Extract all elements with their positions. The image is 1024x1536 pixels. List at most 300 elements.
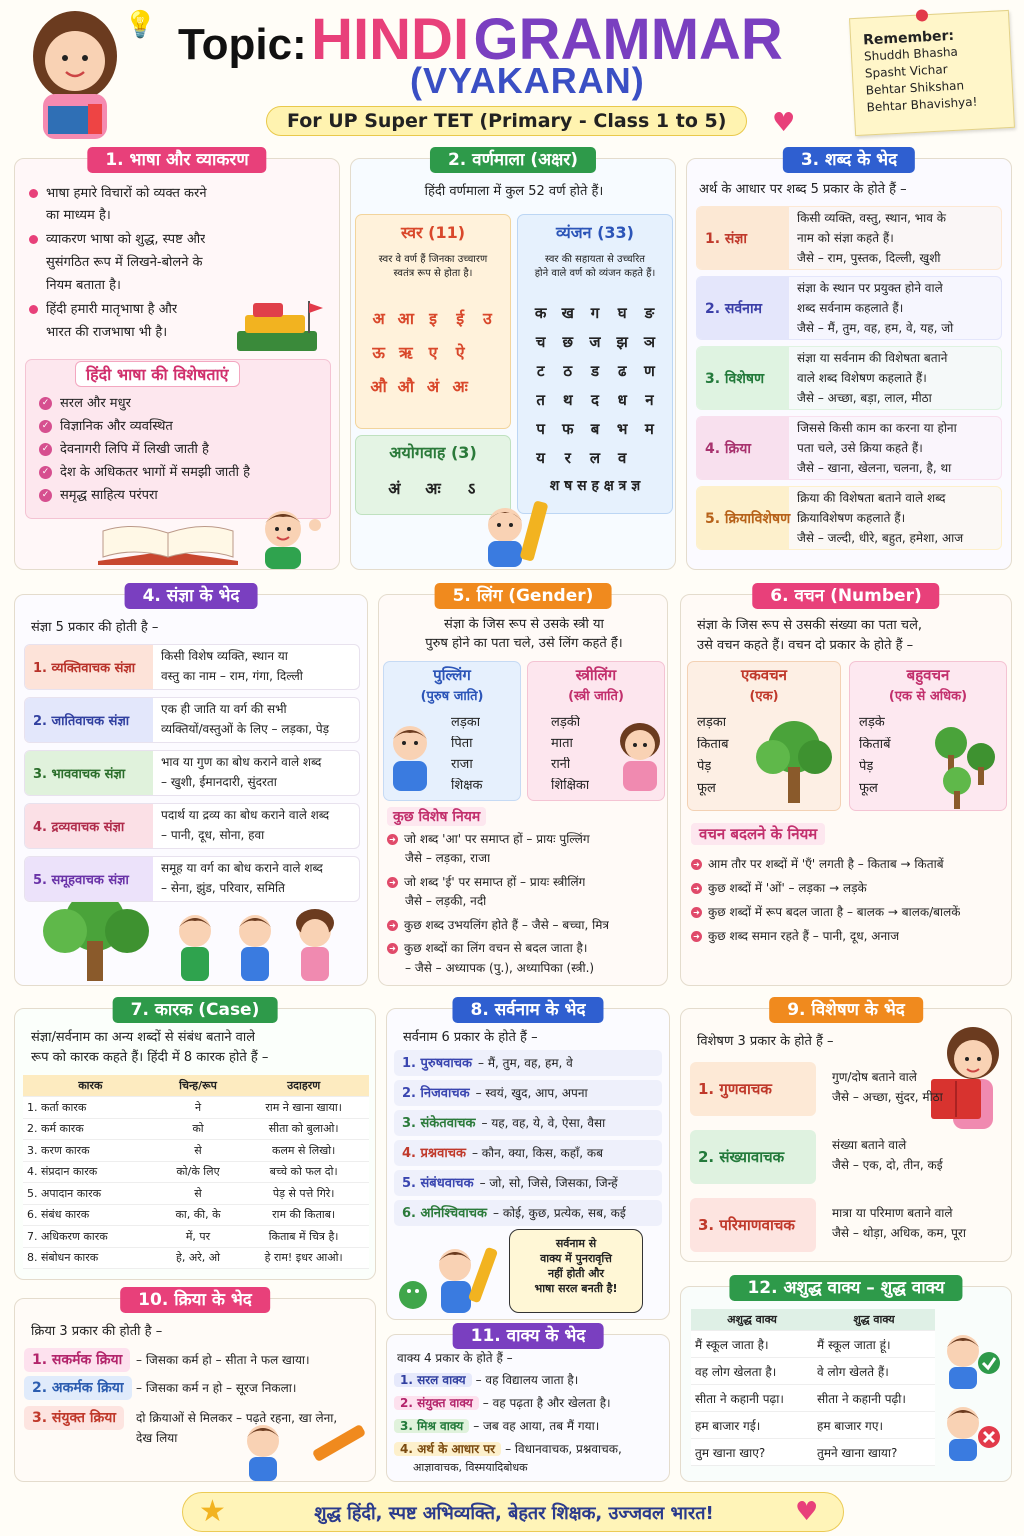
vyanjan-letter: ख <box>561 304 574 322</box>
shabd-row <box>696 276 1002 340</box>
table-row <box>23 1226 369 1248</box>
swar-letter: आ <box>397 309 414 328</box>
kriya-desc: – जिसका कर्म हो – सीता ने फल खाया। <box>136 1353 310 1367</box>
sangya-row <box>24 803 360 849</box>
bullet-dot-icon <box>29 189 38 198</box>
bullet-dot-icon <box>29 235 38 244</box>
table-header: चिन्ह/रूप <box>158 1075 239 1097</box>
kriya-name: 1. सकर्मक क्रिया <box>24 1348 130 1372</box>
striling-word: माता <box>551 736 573 751</box>
table-cell: 5. अपादान कारक <box>23 1183 158 1205</box>
visheshan-desc: संख्या बताने वाले <box>832 1138 907 1152</box>
shabd-row <box>696 416 1002 480</box>
ekvachan-word: फूल <box>697 781 716 796</box>
table-cell: सीता ने कहानी पढ़ा। <box>691 1385 813 1412</box>
girl-face-icon <box>615 721 665 795</box>
vachan-rule: ➜ कुछ शब्दों में 'ओं' – लड़का → लड़के <box>691 881 867 896</box>
visheshan-desc: जैसे – एक, दो, तीन, कई <box>832 1158 943 1172</box>
section-title: 1. भाषा और व्याकरण <box>87 147 266 173</box>
sarvanam-desc: – जो, सो, जिसे, जिसका, जिन्हें <box>479 1176 618 1190</box>
vachan-rule: ➜ कुछ शब्दों में रूप बदल जाता है – बालक → बालक/बालकें <box>691 905 960 920</box>
striling-word: लड़की <box>551 715 581 730</box>
section-title: 7. कारक (Case) <box>113 997 278 1023</box>
bullet-text: का माध्यम है। <box>46 208 111 223</box>
table-cell: हे राम! इधर आओ। <box>238 1247 369 1269</box>
arrow-bullet-icon: ➜ <box>691 907 702 918</box>
pulling-word: पिता <box>451 736 473 751</box>
vyanjan-letter: ण <box>643 362 655 380</box>
table-cell: में, पर <box>158 1226 239 1248</box>
shabd-row <box>696 346 1002 410</box>
shabd-desc: संज्ञा के स्थान पर प्रयुक्त होने वाले <box>797 281 943 295</box>
bubble-line: सर्वनाम से <box>555 1237 597 1250</box>
striling-word: रानी <box>551 757 571 772</box>
vyanjan-letter: झ <box>616 333 628 351</box>
section-bhasha-vyakaran <box>14 150 340 570</box>
sarvanam-desc: – यह, वह, ये, वे, ऐसा, वैसा <box>481 1116 606 1130</box>
vyanjan-last-row: श ष स ह क्ष त्र ज्ञ <box>549 478 641 494</box>
section-title: 4. संज्ञा के भेद <box>125 583 258 609</box>
ling-intro: पुरुष होने का पता चले, उसे लिंग कहते हैं। <box>425 636 623 651</box>
page-subtitle: (VYAKARAN) <box>410 60 645 101</box>
pulling-word: लड़का <box>451 715 481 730</box>
heart-icon: ♥ <box>795 1497 819 1527</box>
ling-rule: – जैसे – अध्यापक (पु.), अध्यापिका (स्त्री.) <box>405 961 595 975</box>
table-row <box>23 1140 369 1162</box>
exam-banner: For UP Super TET (Primary - Class 1 to 5) <box>266 106 747 136</box>
sangya-desc: पदार्थ या द्रव्य का बोध कराने वाले शब्द <box>161 808 330 822</box>
vakya-row <box>394 1393 664 1414</box>
sangya-desc: – पानी, दूध, सोना, हवा <box>161 828 265 842</box>
swar-letter: औ <box>370 377 387 396</box>
sarvanam-name: 5. संबंधवाचक <box>402 1176 474 1191</box>
table-cell: को <box>158 1118 239 1140</box>
shabd-desc: संज्ञा या सर्वनाम की विशेषता बताने <box>797 351 948 365</box>
arrow-bullet-icon: ➜ <box>691 883 702 894</box>
table-row <box>23 1183 369 1205</box>
swar-letter: उ <box>483 309 492 328</box>
table-row <box>23 1247 369 1269</box>
note-line: Shuddh Bhasha <box>863 44 959 64</box>
table-cell: 4. संप्रदान कारक <box>23 1161 158 1183</box>
table-cell: 6. संबंध कारक <box>23 1204 158 1226</box>
table-cell: हम बाजार गए। <box>813 1412 935 1439</box>
sangya-row <box>24 644 360 690</box>
table-cell: को/के लिए <box>158 1161 239 1183</box>
bahuvachan-word: फूल <box>859 781 878 796</box>
boy-pencil-illustration <box>395 1237 505 1321</box>
vakya-row <box>394 1416 664 1437</box>
check-badge-icon <box>935 1327 1005 1393</box>
vyanjan-letter: प <box>536 420 545 438</box>
vachan-rules-title: वचन बदलने के नियम <box>691 823 825 845</box>
sarvanam-row <box>394 1080 662 1106</box>
bullet-text: भाषा हमारे विचारों को व्यक्त करने <box>29 185 207 203</box>
tree-and-kids-illustration <box>35 891 365 989</box>
feature-item: ✓ समृद्ध साहित्य परंपरा <box>39 487 158 505</box>
section-title: 2. वर्णमाला (अक्षर) <box>430 147 596 173</box>
sarvanam-desc: – स्वयं, खुद, आप, अपना <box>475 1086 588 1100</box>
table-row <box>23 1161 369 1183</box>
vachan-rule: ➜ कुछ शब्द समान रहते हैं – पानी, दूध, अनाज <box>691 929 899 944</box>
ekvachan-subtitle: (एक) <box>749 689 779 704</box>
ayogvah-letter: ऽ <box>467 479 476 498</box>
swar-letter <box>474 375 501 397</box>
visheshan-intro: विशेषण 3 प्रकार के होते हैं – <box>697 1034 834 1049</box>
star-icon: ★ <box>199 1494 226 1529</box>
lightbulb-icon: 💡 <box>124 10 157 40</box>
section-title: 3. शब्द के भेद <box>783 147 915 173</box>
features-title: हिंदी भाषा की विशेषताएं <box>75 361 240 387</box>
check-icon: ✓ <box>39 397 52 410</box>
vyanjan-letter: ञ <box>643 333 655 351</box>
sarvanam-desc: – कोई, कुछ, प्रत्येक, सब, कई <box>493 1206 626 1220</box>
arrow-bullet-icon: ➜ <box>387 834 398 845</box>
table-cell: हम बाजार गई। <box>691 1412 813 1439</box>
heart-icon: ♥ <box>772 108 796 138</box>
bullet-text: सुसंगठित रूप में लिखने-बोलने के <box>46 255 203 270</box>
boy-face-icon <box>385 721 435 795</box>
shabd-row <box>696 486 1002 550</box>
visheshan-desc: मात्रा या परिमाण बताने वाले <box>832 1206 953 1220</box>
sangya-name: 1. व्यक्तिवाचक संज्ञा <box>25 645 153 689</box>
boy-waving-illustration <box>247 507 327 573</box>
vyanjan-letter: व <box>618 449 627 467</box>
visheshan-desc: जैसे – थोड़ा, अधिक, कम, पूरा <box>832 1226 966 1240</box>
table-cell: हे, अरे, ओ <box>158 1247 239 1269</box>
shabd-desc: किसी व्यक्ति, वस्तु, स्थान, भाव के <box>797 211 946 225</box>
tree-icon <box>755 717 833 811</box>
check-icon: ✓ <box>39 489 52 502</box>
table-cell: किताब में चित्र है। <box>238 1226 369 1248</box>
bahuvachan-word: लड़के <box>859 715 885 730</box>
correction-table <box>691 1309 935 1466</box>
vyanjan-desc: होने वाले वर्ण को व्यंजन कहते हैं। <box>534 268 656 279</box>
vyanjan-letter: न <box>645 391 654 409</box>
table-row <box>23 1118 369 1140</box>
vakya-row <box>394 1370 664 1391</box>
bullet-dot-icon <box>29 305 38 314</box>
sarvanam-desc: – कौन, क्या, किस, कहाँ, कब <box>471 1146 603 1160</box>
vakya-desc: – जब वह आया, तब मैं गया। <box>473 1419 600 1433</box>
swar-letter: अ <box>372 309 385 328</box>
shabd-desc: जैसे – मैं, तुम, वह, हम, वे, यह, जो <box>797 321 954 335</box>
table-cell: 2. कर्म कारक <box>23 1118 158 1140</box>
bahuvachan-title: बहुवचन <box>906 666 950 684</box>
swar-letter: अः <box>452 377 468 396</box>
sangya-name: 2. जातिवाचक संज्ञा <box>25 698 153 742</box>
shabd-desc: जैसे – खाना, खेलना, चलना, है, था <box>797 461 952 475</box>
ekvachan-title: एकवचन <box>740 666 787 684</box>
cross-badge-icon <box>935 1399 1005 1467</box>
vyanjan-letter: ग <box>590 304 600 322</box>
bullet-text: हिंदी हमारी मातृभाषा है और <box>29 301 177 319</box>
table-row <box>23 1204 369 1226</box>
sarvanam-row <box>394 1170 662 1196</box>
books-icon <box>227 301 327 359</box>
vakya-name: 2. संयुक्त वाक्य <box>394 1396 479 1410</box>
pulling-word: राजा <box>451 757 473 772</box>
ekvachan-word: लड़का <box>697 715 727 730</box>
karak-intro: रूप को कारक कहते हैं। हिंदी में 8 कारक होते हैं – <box>31 1050 269 1065</box>
shabd-desc: क्रियाविशेषण कहलाते हैं। <box>797 511 906 525</box>
vyanjan-desc: स्वर की सहायता से उच्चरित <box>544 254 645 265</box>
swar-letter: ऋ <box>398 343 413 362</box>
kriya-desc: देख लिया <box>136 1431 178 1445</box>
swar-letter <box>474 341 501 363</box>
table-cell: से <box>158 1140 239 1162</box>
swar-letter: ऐ <box>455 343 465 362</box>
section-ashuddh-shuddh <box>680 1278 1012 1482</box>
shabd-desc: क्रिया की विशेषता बताने वाले शब्द <box>797 491 946 505</box>
swar-desc: स्वतंत्र रूप से होता है। <box>393 268 473 279</box>
vyanjan-letter: फ <box>562 420 574 438</box>
sangya-name: 5. समूहवाचक संज्ञा <box>25 857 153 901</box>
footer-banner <box>182 1492 844 1532</box>
girl-illustration <box>18 6 133 141</box>
vyanjan-title: व्यंजन (33) <box>556 223 634 242</box>
ayogvah-letter: अः <box>425 479 441 498</box>
kriya-name: 3. संयुक्त क्रिया <box>24 1406 124 1430</box>
section-vachan <box>680 586 1012 986</box>
varnamala-intro: हिंदी वर्णमाला में कुल 52 वर्ण होते हैं। <box>424 184 604 199</box>
table-header: कारक <box>23 1075 158 1097</box>
striling-subtitle: (स्त्री जाति) <box>568 689 624 704</box>
check-icon: ✓ <box>39 420 52 433</box>
visheshan-desc: गुण/दोष बताने वाले <box>832 1070 917 1084</box>
check-icon: ✓ <box>39 466 52 479</box>
table-cell: ने <box>158 1097 239 1119</box>
bullet-text: भारत की राजभाषा भी है। <box>46 325 168 340</box>
table-header: शुद्ध वाक्य <box>813 1309 935 1331</box>
sangya-name: 3. भाववाचक संज्ञा <box>25 751 153 795</box>
visheshan-name: 3. परिमाणवाचक <box>690 1198 816 1252</box>
kriya-name: 2. अकर्मक क्रिया <box>24 1376 132 1400</box>
vachan-rule: ➜ आम तौर पर शब्दों में 'एँ' लगती है – किताब → किताबें <box>691 857 944 872</box>
vakya-name: 4. अर्थ के आधार पर <box>394 1442 501 1456</box>
shabd-desc: जिससे किसी काम का करना या होना <box>797 421 957 435</box>
pulling-word: शिक्षक <box>451 778 483 793</box>
shabd-name: 1. संज्ञा <box>697 207 789 269</box>
section-title: 9. विशेषण के भेद <box>769 997 923 1023</box>
sangya-row <box>24 856 360 902</box>
bubble-line: भाषा सरल बनती है! <box>534 1282 618 1295</box>
sangya-desc: एक ही जाति या वर्ग की सभी <box>161 702 287 716</box>
swar-letter: ई <box>456 309 465 328</box>
pulling-title: पुल्लिंग <box>433 666 471 684</box>
table-row <box>691 1358 935 1385</box>
vyanjan-letter: ङ <box>644 304 655 322</box>
swar-letter: अं <box>426 377 440 396</box>
sangya-desc: वस्तु का नाम – राम, गंगा, दिल्ली <box>161 669 303 683</box>
sarvanam-name: 2. निजवाचक <box>402 1086 470 1101</box>
bahuvachan-word: पेड़ <box>859 759 874 774</box>
visheshan-name: 1. गुणवाचक <box>690 1062 816 1116</box>
sarvanam-name: 3. संकेतवाचक <box>402 1116 476 1131</box>
ekvachan-word: किताब <box>697 737 729 752</box>
shabd-desc: शब्द सर्वनाम कहलाते हैं। <box>797 301 904 315</box>
sangya-desc: – सेना, झुंड, परिवार, समिति <box>161 881 285 895</box>
note-line: Spasht Vichar <box>864 62 948 81</box>
visheshan-name: 2. संख्यावाचक <box>690 1130 816 1184</box>
shabd-row <box>696 206 1002 270</box>
sarvanam-name: 1. पुरुषवाचक <box>402 1056 473 1071</box>
pin-icon <box>916 9 929 22</box>
shabd-name: 3. विशेषण <box>697 347 789 409</box>
note-line: Behtar Shikshan <box>865 78 965 98</box>
vyanjan-letter: य <box>536 449 545 467</box>
table-cell: वह लोग खेलता है। <box>691 1358 813 1385</box>
section-title: 6. वचन (Number) <box>752 583 939 609</box>
table-row <box>691 1439 935 1466</box>
footer-text: शुद्ध हिंदी, स्पष्ट अभिव्यक्ति, बेहतर शिक्षक, उज्जवल भारत! <box>314 1503 714 1524</box>
kriya-desc: दो क्रियाओं से मिलकर – पढ़ते रहना, खा लेना, <box>136 1411 338 1425</box>
swar-title: स्वर (11) <box>400 223 466 242</box>
shabd-desc: जैसे – अच्छा, बड़ा, लाल, मीठा <box>797 391 932 405</box>
vyanjan-letter: ड <box>590 362 599 380</box>
ayogvah-grid <box>375 477 491 499</box>
swar-letter: इ <box>429 309 437 328</box>
vyanjan-letter: छ <box>562 333 574 351</box>
table-cell: तुमने खाना खाया? <box>813 1439 935 1466</box>
vyanjan-letter: त <box>536 391 545 409</box>
table-cell: 3. करण कारक <box>23 1140 158 1162</box>
vakya-desc: – वह पढ़ता है और खेलता है। <box>482 1396 611 1410</box>
table-cell: कलम से लिखो। <box>238 1140 369 1162</box>
bubble-line: नहीं होती और <box>547 1267 604 1280</box>
table-cell: तुम खाना खाए? <box>691 1439 813 1466</box>
section-varnamala <box>350 150 676 570</box>
sangya-intro: संज्ञा 5 प्रकार की होती है – <box>31 620 159 635</box>
sangya-desc: समूह या वर्ग का बोध कराने वाले शब्द <box>161 861 323 875</box>
vyanjan-letter: म <box>644 420 654 438</box>
shabd-desc: नाम को संज्ञा कहते हैं। <box>797 231 894 245</box>
vyanjan-grid <box>527 303 663 468</box>
striling-title: स्त्रीलिंग <box>575 666 617 684</box>
vyanjan-letter: द <box>591 391 599 409</box>
ling-rule: ➜ जो शब्द 'आ' पर समाप्त हों – प्रायः पुल्लिंग <box>387 832 590 847</box>
swar-letter: औ <box>397 377 414 396</box>
table-row <box>691 1331 935 1358</box>
topic-label: Topic: <box>178 20 307 69</box>
sarvanam-row <box>394 1050 662 1076</box>
table-cell: बच्चे को फल दो। <box>238 1161 369 1183</box>
bubble-line: वाक्य में पुनरावृत्ति <box>540 1252 612 1265</box>
bullet-text: व्याकरण भाषा को शुद्ध, स्पष्ट और <box>29 231 205 249</box>
feature-item: ✓ देवनागरी लिपि में लिखी जाती है <box>39 441 209 459</box>
vachan-intro: संज्ञा के जिस रूप से उसकी संख्या का पता चले, <box>697 618 923 633</box>
shabd-name: 2. सर्वनाम <box>697 277 789 339</box>
vyanjan-letter: ज <box>589 333 601 351</box>
vakya-desc: – विधानवाचक, प्रश्नवाचक, <box>505 1442 622 1456</box>
ling-rule: ➜ कुछ शब्द उभयलिंग होते हैं – जैसे – बच्चा, मित्र <box>387 918 609 933</box>
table-row <box>691 1385 935 1412</box>
title-hindi: HINDI <box>311 7 470 72</box>
title-grammar: GRAMMAR <box>473 7 783 72</box>
vyanjan-letter: ढ <box>617 362 627 380</box>
table-cell: का, की, के <box>158 1204 239 1226</box>
table-cell: सीता को बुलाओ। <box>238 1118 369 1140</box>
vyanjan-letter: घ <box>617 304 627 322</box>
sangya-name: 4. द्रव्यवाचक संज्ञा <box>25 804 153 848</box>
bahuvachan-word: किताबें <box>859 737 891 752</box>
section-title: 12. अशुद्ध वाक्य – शुद्ध वाक्य <box>729 1275 962 1301</box>
boy-pencil-illustration <box>473 499 563 573</box>
vyanjan-letter: ठ <box>563 362 573 380</box>
vyanjan-letter <box>636 448 663 468</box>
vyanjan-letter: क <box>534 304 547 322</box>
arrow-bullet-icon: ➜ <box>691 931 702 942</box>
swar-letter: ऊ <box>372 343 385 362</box>
section-title: 5. लिंग (Gender) <box>435 583 612 609</box>
shabd-intro: अर्थ के आधार पर शब्द 5 प्रकार के होते हैं – <box>699 182 907 197</box>
sarvanam-row <box>394 1110 662 1136</box>
vakya-name: 3. मिश्र वाक्य <box>394 1419 469 1433</box>
swar-desc: स्वर वे वर्ण हैं जिनका उच्चारण <box>378 254 488 265</box>
ling-intro: संज्ञा के जिस रूप से उसके स्त्री या <box>444 617 604 632</box>
sticky-note <box>849 10 1015 136</box>
visheshan-desc: जैसे – अच्छा, सुंदर, मीठा <box>832 1090 943 1104</box>
table-cell: पेड़ से पत्ते गिरे। <box>238 1183 369 1205</box>
ling-rule: जैसे – लड़की, नदी <box>405 894 487 908</box>
kriya-intro: क्रिया 3 प्रकार की होती है – <box>31 1324 163 1339</box>
note-line: Behtar Bhavishya! <box>866 94 978 115</box>
table-cell: सीता ने कहानी पढ़ी। <box>813 1385 935 1412</box>
karak-table <box>23 1075 369 1269</box>
pulling-subtitle: (पुरुष जाति) <box>420 689 484 704</box>
arrow-bullet-icon: ➜ <box>387 877 398 888</box>
swar-grid <box>365 307 501 397</box>
table-row <box>23 1097 369 1119</box>
trees-icon <box>929 721 1001 815</box>
table-cell: राम की किताब। <box>238 1204 369 1226</box>
sarvanam-desc: – मैं, तुम, वह, हम, वे <box>478 1056 573 1070</box>
ling-rule: जैसे – लड़का, राजा <box>405 851 491 865</box>
sangya-desc: – खुशी, ईमानदारी, सुंदरता <box>161 775 277 789</box>
vakya-row <box>394 1439 664 1460</box>
sangya-desc: भाव या गुण का बोध कराने वाले शब्द <box>161 755 322 769</box>
sangya-row <box>24 750 360 796</box>
sarvanam-intro: सर्वनाम 6 प्रकार के होते हैं – <box>403 1030 538 1045</box>
vachan-intro: उसे वचन कहते हैं। वचन दो प्रकार के होते हैं – <box>697 638 914 653</box>
karak-intro: संज्ञा/सर्वनाम का अन्य शब्दों से संबंध बताने वाले <box>31 1030 256 1045</box>
ling-rule: ➜ कुछ शब्दों का लिंग वचन से बदल जाता है। <box>387 941 587 956</box>
kriya-desc: – जिसका कर्म न हो – सूरज निकला। <box>136 1381 297 1395</box>
vyanjan-letter: भ <box>616 420 628 438</box>
bullet-text: नियम बताता है। <box>46 278 121 293</box>
ayogvah-letter: अं <box>388 479 401 498</box>
vakya-intro: वाक्य 4 प्रकार के होते हैं – <box>397 1351 513 1365</box>
table-cell: वे लोग खेलते हैं। <box>813 1358 935 1385</box>
ayogvah-title: अयोगवाह (3) <box>389 443 477 462</box>
shabd-name: 5. क्रियाविशेषण <box>697 487 789 549</box>
table-cell: से <box>158 1183 239 1205</box>
vakya-name: 1. सरल वाक्य <box>394 1373 472 1387</box>
shabd-desc: वाले शब्द विशेषण कहलाते हैं। <box>797 371 927 385</box>
vakya-desc: – वह विद्यालय जाता है। <box>475 1373 579 1387</box>
section-karak <box>14 1000 376 1280</box>
sarvanam-row <box>394 1140 662 1166</box>
sarvanam-name: 6. अनिश्चिवाचक <box>402 1206 488 1221</box>
feature-item: ✓ सरल और मधुर <box>39 395 131 413</box>
sangya-desc: किसी विशेष व्यक्ति, स्थान या <box>161 649 288 663</box>
sarvanam-row <box>394 1200 662 1226</box>
ekvachan-word: पेड़ <box>697 759 712 774</box>
section-title: 11. वाक्य के भेद <box>453 1323 604 1349</box>
table-header: उदाहरण <box>238 1075 369 1097</box>
open-book-icon <box>93 521 243 571</box>
shabd-desc: जैसे – जल्दी, धीरे, बहुत, हमेशा, आज <box>797 531 964 545</box>
